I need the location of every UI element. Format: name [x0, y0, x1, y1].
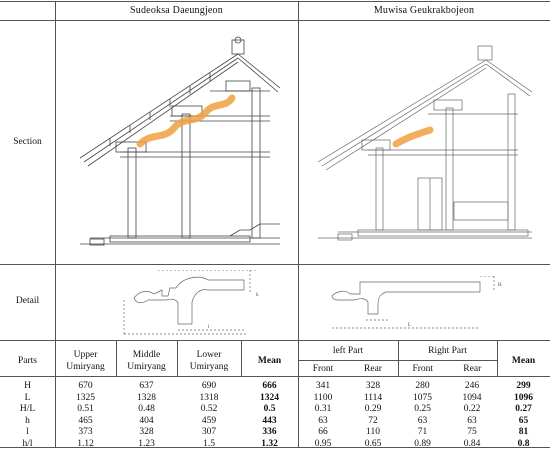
- left-value-cell: 1.5: [177, 439, 241, 450]
- parts-cell: h/l: [0, 439, 55, 450]
- right-mean-cell: 81: [497, 427, 550, 439]
- left-mean-cell: 443: [241, 416, 298, 428]
- table-row: [0, 404, 550, 416]
- right-part-header: [398, 341, 497, 381]
- right-value-cell: 328: [348, 381, 398, 393]
- upper-umiryang-header: Upper Umiryang: [55, 341, 116, 381]
- col-sep: [241, 341, 242, 377]
- right-value-cell: 341: [298, 381, 348, 393]
- middle-umiryang-header: Middle Umiryang: [116, 341, 177, 381]
- right-value-cell: 0.95: [298, 439, 348, 450]
- right-value-cell: 0.29: [348, 404, 398, 416]
- table-row: [0, 381, 550, 393]
- right-value-cell: 1094: [447, 393, 497, 405]
- right-value-cell: 0.65: [348, 439, 398, 450]
- left-column-title: Sudeoksa Daeungjeon: [55, 5, 298, 16]
- detail-label-L: L: [408, 323, 411, 328]
- col-sep: [177, 341, 178, 377]
- left-value-cell: 0.48: [116, 404, 177, 416]
- section-bottom-rule: [0, 264, 550, 265]
- left-part-label: left Part: [333, 346, 363, 356]
- right-value-cell: 1114: [348, 393, 398, 405]
- col-sep: [398, 341, 399, 377]
- left-value-cell: 328: [116, 427, 177, 439]
- table-row: [0, 427, 550, 439]
- left-value-cell: 373: [55, 427, 116, 439]
- left-mean-cell: 0.5: [241, 404, 298, 416]
- col-sep: [497, 341, 498, 377]
- left-value-cell: 459: [177, 416, 241, 428]
- right-value-cell: 63: [447, 416, 497, 428]
- parts-header: Parts: [0, 341, 55, 381]
- table-row: [0, 439, 550, 450]
- left-value-cell: 404: [116, 416, 177, 428]
- left-mean-cell: 336: [241, 427, 298, 439]
- col-sep: [116, 341, 117, 377]
- left-front-header: Front: [298, 363, 348, 375]
- left-value-cell: 1325: [55, 393, 116, 405]
- measurement-table: [0, 341, 550, 450]
- parts-cell: h: [0, 416, 55, 428]
- right-part-label: Right Part: [428, 346, 467, 356]
- parts-cell: l: [0, 427, 55, 439]
- right-value-cell: 0.25: [398, 404, 447, 416]
- left-mean-cell: 1.32: [241, 439, 298, 450]
- detail-label-l: l: [208, 325, 210, 330]
- left-value-cell: 0.52: [177, 404, 241, 416]
- sudeoksa-section-drawing: [80, 36, 280, 258]
- left-value-cell: 307: [177, 427, 241, 439]
- right-value-cell: 280: [398, 381, 447, 393]
- left-mean-cell: 1324: [241, 393, 298, 405]
- right-value-cell: 0.22: [447, 404, 497, 416]
- right-value-cell: 0.89: [398, 439, 447, 450]
- right-value-cell: 66: [298, 427, 348, 439]
- right-rear-header: Rear: [448, 363, 498, 375]
- right-value-cell: 72: [348, 416, 398, 428]
- left-value-cell: 1.12: [55, 439, 116, 450]
- lower-umiryang-header: Lower Umiryang: [177, 341, 241, 381]
- right-mean-cell: 299: [497, 381, 550, 393]
- left-value-cell: 690: [177, 381, 241, 393]
- right-value-cell: 1075: [398, 393, 447, 405]
- table-row: [0, 393, 550, 405]
- right-value-cell: 63: [398, 416, 447, 428]
- left-value-cell: 1318: [177, 393, 241, 405]
- right-column-title: Muwisa Geukrakbojeon: [298, 5, 550, 16]
- table-body: [0, 381, 550, 450]
- left-value-cell: 1.23: [116, 439, 177, 450]
- detail-row-label: Detail: [0, 296, 55, 306]
- sudeoksa-detail-drawing: [118, 270, 278, 336]
- detail-label-h: h: [256, 293, 259, 298]
- left-value-cell: 1328: [116, 393, 177, 405]
- table-row: [0, 416, 550, 428]
- right-mean-cell: 1096: [497, 393, 550, 405]
- right-value-cell: 0.84: [447, 439, 497, 450]
- muwisa-detail-drawing: [330, 276, 506, 334]
- right-mean-cell: 0.27: [497, 404, 550, 416]
- left-value-cell: 0.51: [55, 404, 116, 416]
- parts-cell: H: [0, 381, 55, 393]
- left-mean-cell: 666: [241, 381, 298, 393]
- top-rule: [0, 1, 550, 2]
- left-mean-header: Mean: [241, 341, 298, 381]
- right-mean-header: Mean: [497, 341, 550, 381]
- section-row-label: Section: [0, 137, 55, 147]
- detail-label-H: H: [498, 283, 502, 288]
- right-value-cell: 110: [348, 427, 398, 439]
- right-front-header: Front: [398, 363, 448, 375]
- header-rule: [0, 20, 550, 21]
- right-value-cell: 71: [398, 427, 447, 439]
- left-value-cell: 670: [55, 381, 116, 393]
- right-value-cell: 246: [447, 381, 497, 393]
- right-value-cell: 0.31: [298, 404, 348, 416]
- right-value-cell: 75: [447, 427, 497, 439]
- right-value-cell: 63: [298, 416, 348, 428]
- left-value-cell: 637: [116, 381, 177, 393]
- parts-cell: L: [0, 393, 55, 405]
- muwisa-section-drawing: [318, 38, 532, 250]
- right-mean-cell: 65: [497, 416, 550, 428]
- left-value-cell: 465: [55, 416, 116, 428]
- left-rear-header: Rear: [348, 363, 398, 375]
- right-value-cell: 1100: [298, 393, 348, 405]
- left-part-header: [298, 341, 398, 381]
- parts-cell: H/L: [0, 404, 55, 416]
- right-mean-cell: 0.8: [497, 439, 550, 450]
